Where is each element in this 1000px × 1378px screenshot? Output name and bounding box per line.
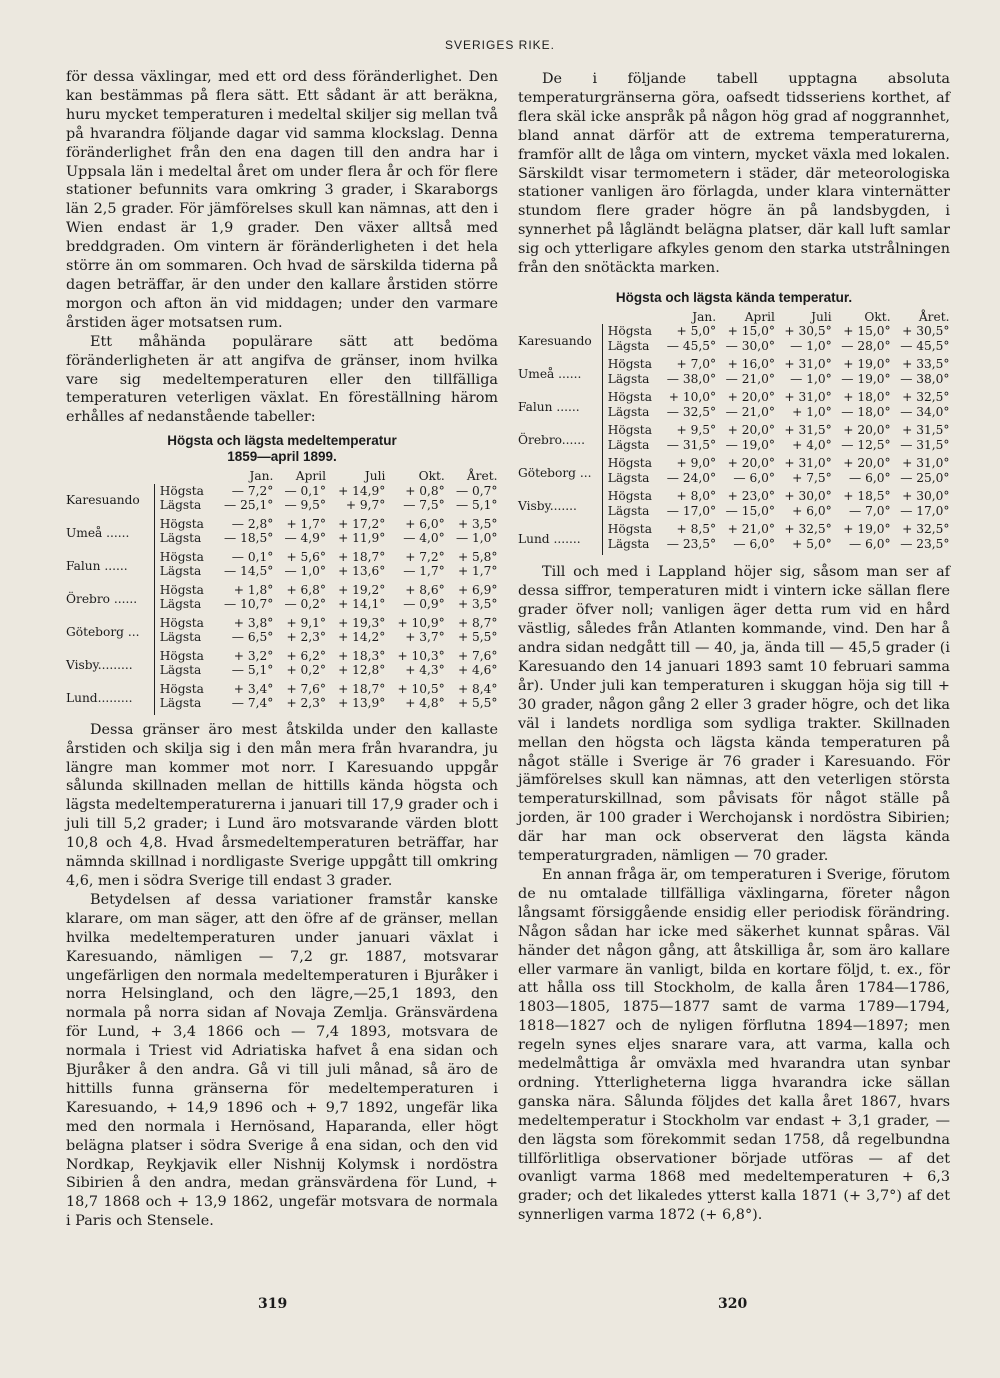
- table-cell-value: — 19,0°: [841, 371, 891, 386]
- highest-label: Högsta: [154, 550, 211, 565]
- highest-label: Högsta: [602, 489, 657, 504]
- table-cell-value: — 7,4°: [231, 696, 274, 711]
- table-cell-value: + 31,5°: [902, 423, 950, 438]
- lowest-label: Lägsta: [154, 630, 211, 649]
- table-cell-value: + 7,0°: [676, 357, 717, 372]
- right-paragraph-3: En annan fråga är, om temperaturen i Sverige, förutom de nu omtalade tillfälliga växlingarna, företer någon långsamt försiggående ensidig eller periodisk förändring. Någon sådan har icke med säkerhet kunnat spåras. Väl händer det någon gång, att åtskilliga år, som äro kallare eller varmare än vanligt, bilda en kortare följd, t. ex., för att hålla oss till Stockholm, de kalla åren 1784—1786, 1803—1805, 1875—1877 samt de varma 1789—1794, 1818—1827 och de nyligen förflutna 1894—1897; men regeln synes eljes snarare vara, att varma, kalla och medelmåttiga år omväxla med hvarandra utan synbar ordning. Ytterligheterna ligga hvarandra icke sällan ganska nära. Sålunda följdes det kalla året 1867, hvars medeltemperatur i Stockholm var endast + 3,1 grader, — den lägsta som förekommit sedan 1758, då regelbundna tillförlitliga observationer började utföras — af det ovanligt varma 1868 med medeltemperaturen + 6,3 grader; och det likaledes ytterst kalla 1871 (+ 3,7°) af det synnerligen varma 1872 (+ 6,8°).: [518, 866, 950, 1224]
- table-column-header: April: [744, 309, 775, 324]
- table-cell-value: — 24,0°: [666, 470, 717, 485]
- table-cell-value: + 7,6°: [286, 681, 327, 696]
- left-paragraph-3: Dessa gränser äro mest åtskilda under den kallaste årstiden och skilja sig i den mån mera från hvarandra, ju längre man kommer mot norr. I Karesuando uppgår sålunda skillnaden mellan de hittills kända högsta och lägsta medeltemperaturerna i januari till 17,9 grader och i juli till 5,2 grader; i Lund äro motsvarande värden blott 10,8 och 4,8. Hvad årsmedeltemperaturen beträffar, har nämnda skillnad i nordligaste Sverige uppgått till omkring 4,6, men i södra Sverige till endast 3 grader.: [66, 721, 498, 889]
- lowest-label: Lägsta: [602, 339, 657, 358]
- table-cell-value: — 45,5°: [666, 338, 717, 353]
- highest-label: Högsta: [154, 682, 211, 697]
- table-column-header: Juli: [364, 469, 386, 484]
- highest-label: Högsta: [154, 583, 211, 598]
- table-cell-value: — 25,0°: [900, 470, 950, 485]
- station-name: Visby.........: [66, 657, 133, 672]
- table-cell-value: — 0,9°: [403, 597, 445, 612]
- page-number-left: 319: [258, 1296, 288, 1312]
- table-cell-value: — 1,0°: [284, 564, 327, 579]
- table-cell-value: — 17,0°: [666, 503, 717, 518]
- table-cell-value: — 31,5°: [666, 437, 717, 452]
- left-table-title-line-2: 1859—april 1899.: [227, 449, 337, 465]
- table-row: [518, 423, 950, 438]
- table-cell-value: — 12,5°: [841, 437, 891, 452]
- table-cell-value: — 38,0°: [666, 371, 717, 386]
- lowest-label: Lägsta: [154, 564, 211, 583]
- table-cell-value: + 2,3°: [286, 696, 327, 711]
- station-name: Karesuando: [518, 333, 592, 348]
- station-name: Örebro ......: [66, 591, 138, 606]
- table-cell-value: + 10,9°: [397, 615, 445, 630]
- table-cell-value: — 1,0°: [790, 338, 832, 353]
- table-cell-value: — 23,5°: [666, 536, 717, 551]
- station-name: Umeå ......: [518, 366, 582, 381]
- table-row: [518, 456, 950, 471]
- table-cell-value: + 23,0°: [727, 489, 775, 504]
- table-cell-value: + 30,0°: [902, 489, 950, 504]
- table-cell-value: — 38,0°: [900, 371, 950, 386]
- table-cell-value: + 9,7°: [345, 498, 386, 513]
- table-cell-value: + 1,8°: [233, 582, 274, 597]
- table-cell-value: — 0,7°: [455, 483, 498, 498]
- highest-label: Högsta: [154, 517, 211, 532]
- table-cell-value: + 32,5°: [902, 522, 950, 537]
- right-table-title: Högsta och lägsta kända temperatur.: [615, 289, 853, 305]
- table-cell-value: — 6,0°: [849, 536, 891, 551]
- table-cell-value: + 18,7°: [338, 681, 386, 696]
- table-column-header: Jan.: [692, 309, 717, 324]
- table-cell-value: + 5,0°: [792, 536, 832, 551]
- table-cell-value: + 1,0°: [792, 404, 832, 419]
- left-paragraph-1: för dessa växlingar, med ett ord dess föränderlighet. Den kan bestämmas på flera sätt. Ett sådant är att beräkna, huru mycket temperaturen i medeltal skiljer sig mellan två på hvarandra följande dagar vid samma klockslag. Denna föränderlighet från den ena dagen till den andra har i Uppsala län i medeltal året om under flera år och för flere stationer befunnits vara omkring 3 grader, i Skaraborgs län 2,5 grader. För jämförelses skull kan nämnas, att den i Wien endast är 1,9 grader. Den växer alltså med breddgraden. Om vintern är föränderligheten i det hela större än om sommaren. Och hvad de särskilda tiderna på dagen beträffar, är den under den kallare årstiden större morgon och afton än vid middagen; under den varmare årstiden äger motsatsen rum.: [66, 69, 498, 331]
- lowest-label: Lägsta: [154, 597, 211, 616]
- table-cell-value: + 6,0°: [792, 503, 832, 518]
- table-cell-value: — 7,5°: [403, 498, 445, 513]
- table-cell-value: + 8,0°: [676, 489, 717, 504]
- table-cell-value: + 2,3°: [286, 630, 327, 645]
- table-cell-value: + 15,0°: [843, 324, 891, 339]
- lowest-label: Lägsta: [602, 537, 657, 556]
- table-cell-value: + 0,8°: [405, 483, 445, 498]
- highest-label: Högsta: [602, 522, 657, 537]
- highest-label: Högsta: [602, 357, 657, 372]
- table-cell-value: + 21,0°: [727, 522, 775, 537]
- lowest-label: Lägsta: [154, 696, 211, 715]
- table-cell-value: — 21,0°: [725, 371, 775, 386]
- table-cell-value: + 20,0°: [727, 423, 775, 438]
- station-name: Göteborg ...: [518, 465, 592, 480]
- table-cell-value: + 18,5°: [843, 489, 891, 504]
- lowest-label: Lägsta: [154, 531, 211, 550]
- table-cell-value: + 4,3°: [405, 663, 445, 678]
- table-cell-value: + 6,9°: [457, 582, 498, 597]
- lowest-label: Lägsta: [602, 504, 657, 523]
- table-cell-value: + 5,6°: [286, 549, 327, 564]
- page-number-right: 320: [718, 1296, 748, 1312]
- table-cell-value: + 6,8°: [286, 582, 327, 597]
- table-cell-value: + 8,5°: [676, 522, 717, 537]
- table-cell-value: — 0,1°: [284, 483, 327, 498]
- table-cell-value: + 8,6°: [405, 582, 445, 597]
- table-cell-value: + 15,0°: [727, 324, 775, 339]
- table-row: [518, 489, 950, 504]
- table-cell-value: — 6,5°: [231, 630, 274, 645]
- table-column-header: April: [295, 469, 327, 484]
- station-name: Falun ......: [518, 399, 580, 414]
- table-cell-value: — 18,5°: [224, 531, 274, 546]
- table-cell-value: + 20,0°: [843, 423, 891, 438]
- table-cell-value: — 1,0°: [790, 371, 832, 386]
- table-cell-value: + 19,0°: [843, 522, 891, 537]
- table-cell-value: + 9,5°: [676, 423, 717, 438]
- station-name: Karesuando: [66, 492, 140, 507]
- table-cell-value: + 30,5°: [902, 324, 950, 339]
- table-cell-value: — 25,1°: [224, 498, 274, 513]
- lowest-label: Lägsta: [602, 471, 657, 490]
- table-cell-value: + 32,5°: [784, 522, 832, 537]
- table-cell-value: + 19,2°: [338, 582, 386, 597]
- table-row: [518, 522, 950, 537]
- table-cell-value: + 5,5°: [457, 696, 498, 711]
- table-header-row: [518, 310, 950, 325]
- table-column-header: Jan.: [249, 469, 274, 484]
- table-cell-value: + 1,7°: [286, 516, 327, 531]
- table-cell-value: + 14,1°: [338, 597, 386, 612]
- table-cell-value: + 12,8°: [338, 663, 386, 678]
- table-cell-value: + 30,0°: [784, 489, 832, 504]
- lowest-label: Lägsta: [602, 372, 657, 391]
- table-cell-value: + 4,8°: [405, 696, 445, 711]
- table-cell-value: + 9,0°: [676, 456, 717, 471]
- lowest-label: Lägsta: [154, 663, 211, 682]
- station-name: Lund.........: [66, 690, 133, 705]
- table-cell-value: + 10,0°: [668, 390, 717, 405]
- mean-temperature-table: [66, 469, 498, 715]
- table-cell-value: + 20,0°: [843, 456, 891, 471]
- table-cell-value: + 3,5°: [457, 516, 498, 531]
- table-cell-value: + 10,3°: [397, 648, 445, 663]
- table-cell-value: + 7,5°: [792, 470, 832, 485]
- table-row: [66, 616, 498, 631]
- table-cell-value: — 1,0°: [455, 531, 498, 546]
- table-cell-value: — 6,0°: [849, 470, 891, 485]
- highest-label: Högsta: [602, 456, 657, 471]
- table-cell-value: — 4,0°: [403, 531, 445, 546]
- table-cell-value: + 19,3°: [338, 615, 386, 630]
- table-cell-value: + 5,5°: [457, 630, 498, 645]
- table-cell-value: + 31,0°: [784, 357, 832, 372]
- table-cell-value: — 14,5°: [224, 564, 274, 579]
- table-cell-value: + 31,0°: [902, 456, 950, 471]
- table-cell-value: + 31,5°: [784, 423, 832, 438]
- highest-label: Högsta: [602, 324, 657, 339]
- table-cell-value: + 14,9°: [338, 483, 386, 498]
- table-cell-value: + 11,9°: [338, 531, 386, 546]
- table-cell-value: — 10,7°: [224, 597, 274, 612]
- table-row: [66, 484, 498, 499]
- highest-label: Högsta: [602, 390, 657, 405]
- table-cell-value: + 18,0°: [843, 390, 891, 405]
- lowest-label: Lägsta: [602, 405, 657, 424]
- table-cell-value: — 31,5°: [900, 437, 950, 452]
- highest-label: Högsta: [154, 616, 211, 631]
- table-cell-value: — 0,1°: [231, 549, 274, 564]
- station-name: Visby.......: [518, 498, 577, 513]
- lowest-label: Lägsta: [602, 438, 657, 457]
- table-row: [66, 517, 498, 532]
- table-cell-value: — 19,0°: [725, 437, 775, 452]
- table-cell-value: + 8,7°: [457, 615, 498, 630]
- table-row: [66, 550, 498, 565]
- table-column-header: Året.: [466, 469, 498, 484]
- left-paragraph-2: Ett måhända populärare sätt att bedöma föränderligheten är att angifva de gränser, inom hvilka vare sig medeltemperaturen eller den tillfälliga temperaturen veterligen växlat. En föreställning härom erhålles af nedanstående tabeller:: [66, 333, 498, 426]
- table-cell-value: + 18,7°: [338, 549, 386, 564]
- table-cell-value: — 32,5°: [666, 404, 717, 419]
- left-column: [66, 68, 498, 1231]
- table-cell-value: — 2,8°: [231, 516, 274, 531]
- table-cell-value: + 32,5°: [902, 390, 950, 405]
- table-column-header: Året.: [918, 309, 950, 324]
- table-cell-value: + 8,4°: [457, 681, 498, 696]
- right-paragraph-1: De i följande tabell upptagna absoluta temperaturgränserna göra, oafsedt tidsseriens korthet, af flera skäl icke anspråk på någon hög grad af noggrannhet, bland annat därför att de extrema temperaturerna, framför allt de låga om vintern, mycket växla med lokalen. Särskildt visar termometern i städer, där meteorologiska stationer vanligen äro förlagda, under klara vinternätter stundom flere grader högre än på landsbygden, i synnerhet på lågländt belägna platser, där kall luft samlar sig och ytterligare afkyles genom den starka utstrålningen från den snötäckta marken.: [518, 71, 950, 277]
- table-cell-value: — 45,5°: [900, 338, 950, 353]
- table-cell-value: + 3,4°: [233, 681, 274, 696]
- table-cell-value: — 17,0°: [900, 503, 950, 518]
- table-cell-value: — 4,9°: [284, 531, 327, 546]
- table-cell-value: + 9,1°: [286, 615, 327, 630]
- lowest-label: Lägsta: [154, 498, 211, 517]
- table-cell-value: + 3,8°: [233, 615, 274, 630]
- left-table-title-line-1: Högsta och lägsta medeltemperatur: [167, 433, 397, 449]
- table-cell-value: + 31,0°: [784, 390, 832, 405]
- left-table-title: [66, 433, 498, 465]
- table-cell-value: — 9,5°: [284, 498, 327, 513]
- table-cell-value: — 0,2°: [284, 597, 327, 612]
- highest-label: Högsta: [154, 649, 211, 664]
- table-cell-value: — 5,1°: [455, 498, 498, 513]
- right-paragraph-2: Till och med i Lappland höjer sig, såsom man ser af dessa siffror, temperaturen midt i vintern icke sällan flere grader öfver noll; vanligen äger detta rum vid en hård västlig, således från Atlanten kommande, vind. Den har å andra sidan nedgått till — 40, ja, ända till — 45,5 grader (i Karesuando den 14 januari 1893 samt 10 februari samma år). Under juli kan temperaturen i skuggan höja sig till + 30 grader, någon gång 2 eller 3 grader högre, och det lika väl i landets nordliga som sydliga trakter. Skillnaden mellan den högsta och lägsta kända temperaturen på något ställe i Sverige är 76 grader i Karesuando. För jämförelses skull kan nämnas, att den veterligen största temperaturskillnad, som påvisats för något ställe på jorden, är 100 grader i Werchojansk i nordöstra Sibirien; där har man ock observerat den lägsta kända temperaturgraden, nämligen — 70 grader.: [518, 564, 950, 865]
- table-cell-value: + 19,0°: [843, 357, 891, 372]
- running-header: SVERIGES RIKE.: [444, 38, 556, 52]
- table-cell-value: + 3,2°: [233, 648, 274, 663]
- table-cell-value: + 30,5°: [784, 324, 832, 339]
- table-cell-value: + 20,0°: [727, 456, 775, 471]
- table-cell-value: + 4,6°: [457, 663, 498, 678]
- table-cell-value: + 6,2°: [286, 648, 327, 663]
- table-row: [518, 390, 950, 405]
- table-cell-value: — 23,5°: [900, 536, 950, 551]
- table-row: [66, 649, 498, 664]
- table-cell-value: + 13,9°: [338, 696, 386, 711]
- table-cell-value: + 1,7°: [457, 564, 498, 579]
- table-cell-value: + 10,5°: [397, 681, 445, 696]
- table-cell-value: + 14,2°: [338, 630, 386, 645]
- table-cell-value: — 30,0°: [725, 338, 775, 353]
- station-name: Göteborg ...: [66, 624, 140, 639]
- extreme-temperature-table: [518, 310, 950, 556]
- table-cell-value: + 20,0°: [727, 390, 775, 405]
- table-cell-value: — 21,0°: [725, 404, 775, 419]
- table-cell-value: — 7,0°: [849, 503, 891, 518]
- table-cell-value: + 18,3°: [338, 648, 386, 663]
- table-column-header: Juli: [811, 309, 832, 324]
- table-cell-value: + 0,2°: [286, 663, 327, 678]
- station-name: Örebro......: [518, 432, 586, 447]
- left-paragraph-4: Betydelsen af dessa variationer framstår kanske klarare, om man säger, att den öfre af de gränser, mellan hvilka medeltemperaturen under januari växlat i Karesuando, nämligen — 7,2 gr. 1887, motsvarar ungefärligen den normala medeltemperaturen i Bjuråker i norra Helsingland, och den lägre,—25,1 1893, den normala på norra sidan af Novaja Zemlja. Gränsvärdena för Lund, + 3,4 1866 och — 7,4 1893, motsvara de normala i Triest vid Adriatiska hafvet å ena sidan och Bjuråker å den andra. Gå vi till juli månad, så äro de hittills funna gränserna för medeltemperaturen i Karesuando, + 14,9 1896 och + 9,7 1892, ungefär lika med den normala i Hernösand, Haparanda, eller högt belägna platser i södra Sverige å ena sidan, och den vid Nordkap, Reykjavik eller Nishnij Kolymsk i nordöstra Sibirien å den andra, medan gränsvärdena för Lund, + 18,7 1868 och + 13,9 1862, ungefär motsvara de normala i Paris och Stensele.: [66, 891, 498, 1230]
- table-cell-value: + 5,8°: [457, 549, 498, 564]
- table-cell-value: — 6,0°: [733, 536, 775, 551]
- table-cell-value: + 5,0°: [676, 324, 717, 339]
- highest-label: Högsta: [154, 484, 211, 499]
- station-name: Lund .......: [518, 531, 581, 546]
- table-cell-value: — 5,1°: [231, 663, 274, 678]
- table-cell-value: + 17,2°: [338, 516, 386, 531]
- table-header-row: [66, 469, 498, 484]
- table-cell-value: — 34,0°: [900, 404, 950, 419]
- table-cell-value: — 28,0°: [841, 338, 891, 353]
- table-cell-value: + 7,6°: [457, 648, 498, 663]
- table-cell-value: — 7,2°: [231, 483, 274, 498]
- table-row: [66, 583, 498, 598]
- table-row: [518, 324, 950, 339]
- table-cell-value: + 3,5°: [457, 597, 498, 612]
- table-cell-value: — 18,0°: [841, 404, 891, 419]
- station-name: Umeå ......: [66, 525, 130, 540]
- table-cell-value: — 6,0°: [733, 470, 775, 485]
- highest-label: Högsta: [602, 423, 657, 438]
- table-cell-value: + 16,0°: [727, 357, 775, 372]
- table-cell-value: + 4,0°: [792, 437, 832, 452]
- right-column: [518, 70, 950, 1225]
- table-cell-value: + 7,2°: [405, 549, 445, 564]
- table-row: [66, 682, 498, 697]
- table-cell-value: + 33,5°: [902, 357, 950, 372]
- table-column-header: Okt.: [418, 469, 445, 484]
- table-column-header: Okt.: [864, 309, 891, 324]
- table-cell-value: + 6,0°: [405, 516, 445, 531]
- table-cell-value: + 13,6°: [338, 564, 386, 579]
- table-cell-value: — 15,0°: [725, 503, 775, 518]
- station-name: Falun ......: [66, 558, 128, 573]
- table-cell-value: — 1,7°: [403, 564, 445, 579]
- table-row: [518, 357, 950, 372]
- table-cell-value: + 31,0°: [784, 456, 832, 471]
- table-cell-value: + 3,7°: [405, 630, 445, 645]
